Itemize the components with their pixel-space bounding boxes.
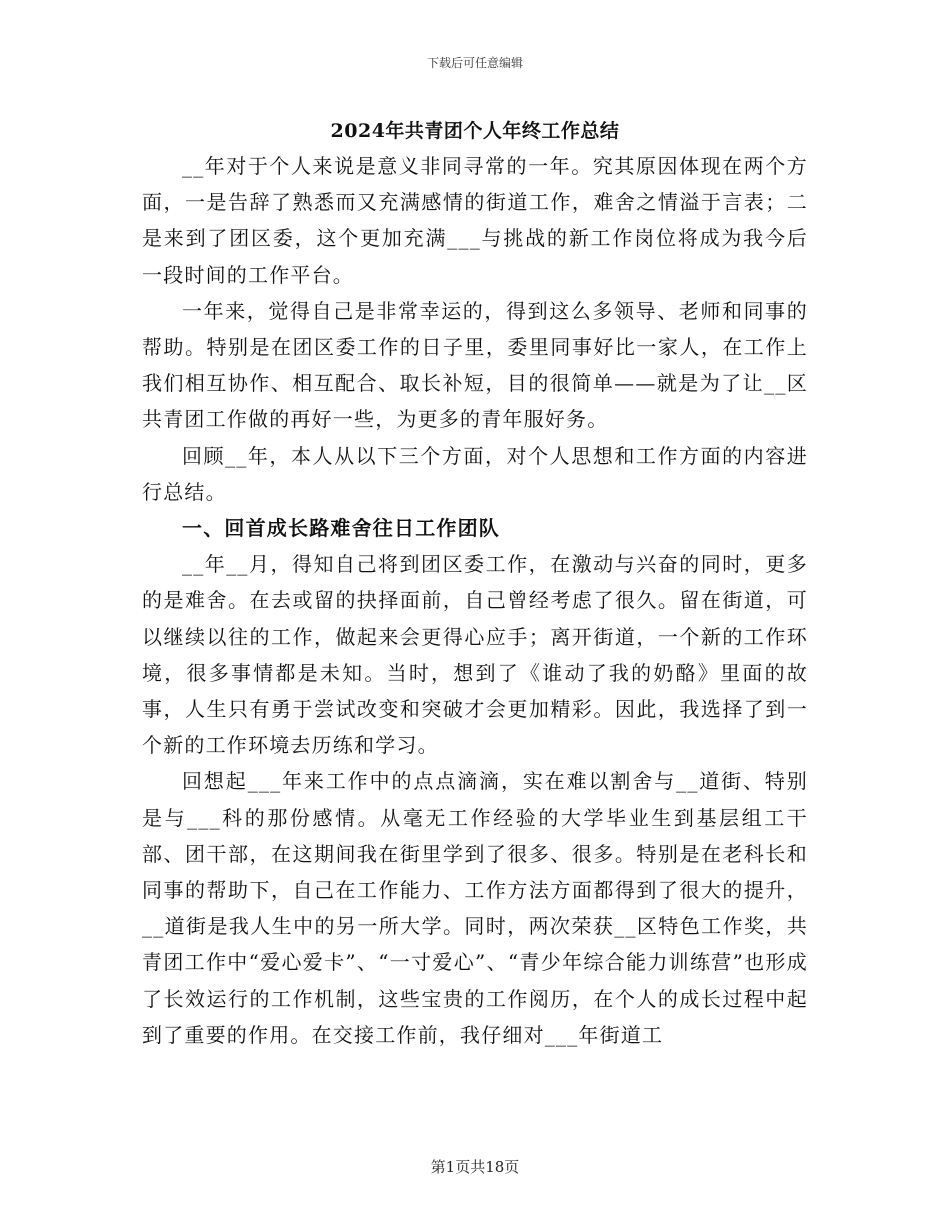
document-title: 2024年共青团个人年终工作总结 xyxy=(330,120,620,142)
page-header-note: 下载后可任意编辑 xyxy=(426,56,523,70)
paragraph-recollection: 回想起___年来工作中的点点滴滴，实在难以割舍与__道街、特别是与___科的那份感情。从毫无工作经验的大学毕业生到基层组工干部、团干部，在这期间我在街里学到了很多、很多。特别是在老科长和同事的帮助下，自己在工作能力、工作方法方面都得到了很大的提升，__道街是我人生中的另一所大学。同时，两次荣获__区特色工作奖，共青团工作中“爱心爱卡”、“一寸爱心”、“青少年综合能力训练营”也形成了长效运行的工作机制，这些宝贵的工作阅历，在个人的成长过程中起到了重要的作用。在交接工作前，我仔细对___年街道工 xyxy=(142,769,808,1047)
paragraph-review: 回顾__年，本人从以下三个方面，对个人思想和工作方面的内容进行总结。 xyxy=(142,443,808,504)
paragraph-transfer: __年__月，得知自己将到团区委工作，在激动与兴奋的同时，更多的是难舍。在去或留的抉择面前，自己曾经考虑了很久。留在街道，可以继续以往的工作，做起来会更得心应手；离开街道，一个新的工作环境，很多事情都是未知。当时，想到了《谁动了我的奶酪》里面的故事，人生只有勇于尝试改变和突破才会更加精彩。因此，我选择了到一个新的工作环境去历练和学习。 xyxy=(142,552,808,758)
paragraph-intro: __年对于个人来说是意义非同寻常的一年。究其原因体现在两个方面，一是告辞了熟悉而又充满感情的街道工作，难舍之情溢于言表；二是来到了团区委，这个更加充满___与挑战的新工作岗位将成为我今后一段时间的工作平台。 xyxy=(142,154,808,287)
document-body xyxy=(142,148,808,1053)
section-heading-1: 一、回首成长路难舍往日工作团队 xyxy=(182,516,500,541)
paragraph-gratitude: 一年来，觉得自己是非常幸运的，得到这么多领导、老师和同事的帮助。特别是在团区委工作的日子里，委里同事好比一家人，在工作上我们相互协作、相互配合、取长补短，目的很简单——就是为了让__区共青团工作做的再好一些，为更多的青年服好务。 xyxy=(142,298,808,432)
page-footer-number: 第1页共18页 xyxy=(430,1158,520,1176)
